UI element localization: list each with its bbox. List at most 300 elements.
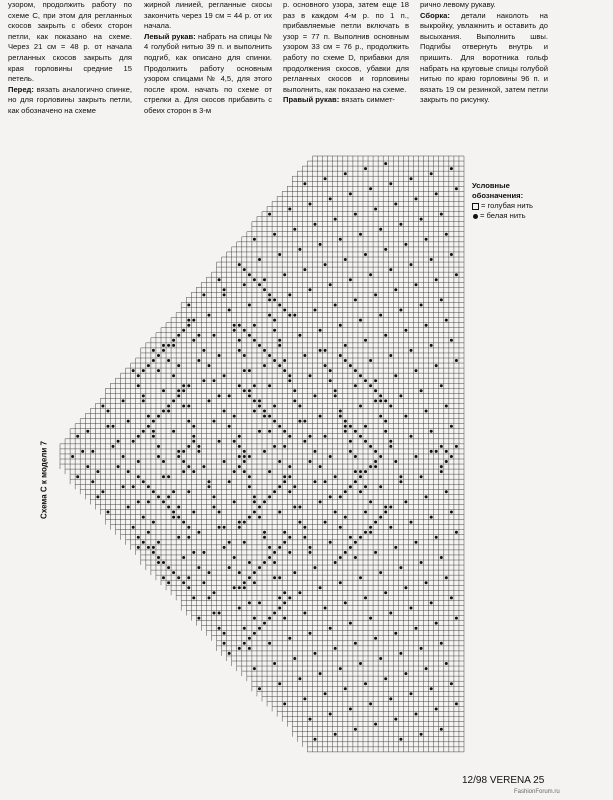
chart-dot xyxy=(430,450,433,453)
chart-dot xyxy=(359,405,362,408)
chart-dot xyxy=(399,223,402,226)
chart-dot xyxy=(364,440,367,443)
chart-dot xyxy=(293,657,296,660)
chart-dot xyxy=(445,450,448,453)
chart-dot xyxy=(167,581,170,584)
chart-dot xyxy=(364,485,367,488)
chart-dot xyxy=(374,551,377,554)
chart-dot xyxy=(399,394,402,397)
chart-dot xyxy=(379,455,382,458)
chart-dot xyxy=(339,238,342,241)
chart-dot xyxy=(420,647,423,650)
chart-dot xyxy=(283,359,286,362)
chart-dot xyxy=(172,374,175,377)
chart-dot xyxy=(167,566,170,569)
chart-dot xyxy=(293,389,296,392)
chart-dot xyxy=(278,425,281,428)
chart-dot xyxy=(344,687,347,690)
chart-dot xyxy=(157,495,160,498)
chart-dot xyxy=(147,415,150,418)
chart-dot xyxy=(339,581,342,584)
chart-dot xyxy=(410,177,413,180)
chart-dot xyxy=(354,556,357,559)
chart-dot xyxy=(404,415,407,418)
chart-dot xyxy=(122,455,125,458)
chart-dot xyxy=(162,460,165,463)
chart-dot xyxy=(213,612,216,615)
chart-dot xyxy=(364,167,367,170)
chart-dot xyxy=(394,203,397,206)
chart-dot xyxy=(344,172,347,175)
chart-dot xyxy=(440,642,443,645)
chart-dot xyxy=(228,394,231,397)
text-column-1 xyxy=(8,0,132,117)
chart-dot xyxy=(354,642,357,645)
chart-dot xyxy=(187,304,190,307)
chart-dot xyxy=(263,364,266,367)
chart-dot xyxy=(263,500,266,503)
chart-dot xyxy=(430,172,433,175)
chart-dot xyxy=(455,187,458,190)
chart-dot xyxy=(202,465,205,468)
chart-dot xyxy=(309,203,312,206)
chart-dot xyxy=(420,733,423,736)
chart-dot xyxy=(384,511,387,514)
chart-dot xyxy=(440,384,443,387)
chart-dot xyxy=(248,576,251,579)
chart-dot xyxy=(278,596,281,599)
chart-dot xyxy=(399,475,402,478)
chart-dot xyxy=(228,566,231,569)
chart-dot xyxy=(278,511,281,514)
chart-dot xyxy=(288,435,291,438)
chart-dot xyxy=(455,617,458,620)
chart-dot xyxy=(233,440,236,443)
chart-dot xyxy=(410,263,413,266)
chart-dot xyxy=(213,334,216,337)
chart-dot xyxy=(152,435,155,438)
chart-dot xyxy=(324,349,327,352)
chart-dot xyxy=(303,420,306,423)
chart-dot xyxy=(182,581,185,584)
chart-dot xyxy=(127,506,130,509)
chart-dot xyxy=(384,677,387,680)
chart-dot xyxy=(303,697,306,700)
chart-dot xyxy=(187,490,190,493)
chart-dot xyxy=(435,450,438,453)
chart-dot xyxy=(152,430,155,433)
chart-dot xyxy=(389,354,392,357)
chart-dot xyxy=(177,576,180,579)
chart-dot xyxy=(354,455,357,458)
chart-dot xyxy=(415,713,418,716)
chart-dot xyxy=(374,379,377,382)
chart-dot xyxy=(293,485,296,488)
chart-dot xyxy=(394,632,397,635)
chart-dot xyxy=(172,511,175,514)
chart-dot xyxy=(187,586,190,589)
chart-dot xyxy=(389,440,392,443)
legend-item-white xyxy=(472,211,533,221)
chart-dot xyxy=(233,500,236,503)
chart-dot xyxy=(278,576,281,579)
chart-dot xyxy=(71,455,74,458)
chart-dot xyxy=(268,213,271,216)
chart-dot xyxy=(374,450,377,453)
chart-dot xyxy=(268,546,271,549)
chart-dot xyxy=(213,379,216,382)
chart-dot xyxy=(268,384,271,387)
chart-dot xyxy=(273,662,276,665)
chart-dot xyxy=(192,435,195,438)
chart-dot xyxy=(303,440,306,443)
chart-dot xyxy=(319,500,322,503)
chart-dot xyxy=(218,511,221,514)
chart-dot xyxy=(288,314,291,317)
chart-dot xyxy=(369,187,372,190)
chart-dot xyxy=(359,536,362,539)
chart-dot xyxy=(384,420,387,423)
chart-dot xyxy=(152,490,155,493)
chart-dot xyxy=(440,445,443,448)
legend-title-2: обозначения: xyxy=(472,191,524,200)
chart-dot xyxy=(344,359,347,362)
chart-dot xyxy=(369,465,372,468)
chart-dot xyxy=(142,480,145,483)
chart-dot xyxy=(117,465,120,468)
chart-dot xyxy=(147,364,150,367)
chart-dot xyxy=(91,450,94,453)
chart-dot xyxy=(440,213,443,216)
column1-para1: узором, продолжить работу по схеме C, при этом для регланных скосов закрыть с обеих сторон петли, как показано на схеме. Через 21 см = 48 р. от начала регланных скосов закрыть для края горловины средние 15 петель. xyxy=(8,0,132,84)
chart-dot xyxy=(364,682,367,685)
chart-dot xyxy=(344,490,347,493)
chart-dot xyxy=(283,430,286,433)
chart-dot xyxy=(283,445,286,448)
chart-dot xyxy=(288,374,291,377)
chart-dot xyxy=(389,182,392,185)
chart-dot xyxy=(268,430,271,433)
chart-dot xyxy=(122,485,125,488)
chart-dot xyxy=(172,490,175,493)
chart-dot xyxy=(253,238,256,241)
chart-dot xyxy=(258,516,261,519)
chart-dot xyxy=(197,445,200,448)
chart-dot xyxy=(253,324,256,327)
chart-dot xyxy=(187,420,190,423)
chart-dot xyxy=(258,405,261,408)
chart-dot xyxy=(273,233,276,236)
column4-para1: рично левому рукаву. xyxy=(420,0,496,9)
chart-dot xyxy=(273,329,276,332)
chart-dot xyxy=(253,571,256,574)
chart-dot xyxy=(384,506,387,509)
chart-dot xyxy=(349,450,352,453)
chart-dot xyxy=(187,465,190,468)
column2-para1: жирной линией, регланные скосы закончить через 19 см = 44 р. от их начала. xyxy=(144,0,272,31)
chart-dot xyxy=(162,344,165,347)
chart-dot xyxy=(248,475,251,478)
chart-dot xyxy=(374,521,377,524)
chart-dot xyxy=(349,536,352,539)
chart-dot xyxy=(394,374,397,377)
chart-dot xyxy=(243,642,246,645)
chart-dot xyxy=(177,455,180,458)
chart-dot xyxy=(319,243,322,246)
chart-dot xyxy=(384,334,387,337)
chart-dot xyxy=(273,298,276,301)
chart-dot xyxy=(177,536,180,539)
chart-dot xyxy=(167,506,170,509)
chart-dot xyxy=(162,389,165,392)
chart-dot xyxy=(293,571,296,574)
chart-dot xyxy=(248,516,251,519)
chart-dot xyxy=(258,430,261,433)
filled-dot-icon xyxy=(473,214,478,219)
chart-dot xyxy=(359,490,362,493)
chart-dot xyxy=(344,344,347,347)
chart-dot xyxy=(273,420,276,423)
chart-dot xyxy=(263,415,266,418)
chart-dot xyxy=(298,506,301,509)
chart-dot xyxy=(288,475,291,478)
chart-dot xyxy=(263,622,266,625)
chart-dot xyxy=(157,561,160,564)
chart-dot xyxy=(147,485,150,488)
chart-dot xyxy=(182,389,185,392)
chart-dot xyxy=(213,495,216,498)
chart-dot xyxy=(430,601,433,604)
chart-dot xyxy=(324,692,327,695)
chart-dot xyxy=(319,349,322,352)
chart-dot xyxy=(243,369,246,372)
chart-dot xyxy=(253,581,256,584)
chart-dot xyxy=(162,576,165,579)
chart-dot xyxy=(399,566,402,569)
chart-dot xyxy=(96,495,99,498)
chart-dot xyxy=(238,445,241,448)
chart-dot xyxy=(344,425,347,428)
chart-dot xyxy=(369,531,372,534)
chart-dot xyxy=(182,460,185,463)
chart-dot xyxy=(268,470,271,473)
chart-dot xyxy=(384,591,387,594)
chart-dot xyxy=(112,425,115,428)
chart-dot xyxy=(208,314,211,317)
chart-dot xyxy=(389,697,392,700)
chart-dot xyxy=(192,596,195,599)
chart-dot xyxy=(263,450,266,453)
legend xyxy=(472,181,533,221)
chart-dot xyxy=(238,526,241,529)
chart-dot xyxy=(374,389,377,392)
chart-grid xyxy=(60,156,464,752)
chart-dot xyxy=(238,647,241,650)
chart-dot xyxy=(273,445,276,448)
chart-dot xyxy=(329,283,332,286)
chart-dot xyxy=(187,319,190,322)
chart-dot xyxy=(268,556,271,559)
chart-dot xyxy=(329,197,332,200)
chart-dot xyxy=(213,506,216,509)
chart-dot xyxy=(415,541,418,544)
chart-dot xyxy=(319,415,322,418)
chart-dot xyxy=(384,248,387,251)
chart-dot xyxy=(435,536,438,539)
chart-dot xyxy=(263,349,266,352)
chart-dot xyxy=(349,485,352,488)
chart-dot xyxy=(314,652,317,655)
chart-dot xyxy=(253,617,256,620)
chart-dot xyxy=(187,526,190,529)
chart-dot xyxy=(445,460,448,463)
chart-dot xyxy=(258,506,261,509)
chart-dot xyxy=(389,526,392,529)
chart-dot xyxy=(288,293,291,296)
chart-dot xyxy=(96,470,99,473)
legend-item-blue xyxy=(472,201,533,211)
chart-dot xyxy=(273,319,276,322)
chart-dot xyxy=(258,601,261,604)
chart-dot xyxy=(243,450,246,453)
chart-dot xyxy=(258,258,261,261)
chart-dot xyxy=(334,218,337,221)
chart-dot xyxy=(359,576,362,579)
chart-dot xyxy=(192,470,195,473)
column1-para2 xyxy=(8,85,132,117)
chart-dot xyxy=(243,470,246,473)
chart-dot xyxy=(364,511,367,514)
chart-dot xyxy=(202,293,205,296)
chart-dot xyxy=(288,490,291,493)
chart-dot xyxy=(197,566,200,569)
chart-dot xyxy=(223,546,226,549)
chart-dot xyxy=(273,612,276,615)
chart-dot xyxy=(450,425,453,428)
chart-dot xyxy=(283,541,286,544)
chart-dot xyxy=(202,379,205,382)
chart-dot xyxy=(303,268,306,271)
chart-dot xyxy=(182,450,185,453)
chart-dot xyxy=(238,607,241,610)
chart-dot xyxy=(112,445,115,448)
chart-dot xyxy=(172,399,175,402)
chart-dot xyxy=(293,506,296,509)
watermark: FashionForum.ru xyxy=(514,789,560,795)
chart-dot xyxy=(394,288,397,291)
chart-dot xyxy=(268,298,271,301)
chart-dot xyxy=(197,334,200,337)
chart-dot xyxy=(283,369,286,372)
chart-dot xyxy=(374,723,377,726)
chart-dot xyxy=(339,526,342,529)
chart-dot xyxy=(404,586,407,589)
chart-dot xyxy=(450,682,453,685)
chart-dot xyxy=(223,460,226,463)
chart-dot xyxy=(248,637,251,640)
chart-dot xyxy=(101,405,104,408)
chart-dot xyxy=(147,531,150,534)
chart-dot xyxy=(202,551,205,554)
chart-dot xyxy=(243,455,246,458)
chart-dot xyxy=(258,344,261,347)
chart-dot xyxy=(420,475,423,478)
chart-dot xyxy=(243,586,246,589)
chart-dot xyxy=(253,632,256,635)
chart-dot xyxy=(182,521,185,524)
chart-dot xyxy=(147,425,150,428)
chart-dot xyxy=(253,399,256,402)
chart-dot xyxy=(238,571,241,574)
chart-dot xyxy=(334,647,337,650)
chart-dot xyxy=(253,495,256,498)
chart-dot xyxy=(288,465,291,468)
chart-dot xyxy=(283,480,286,483)
chart-dot xyxy=(152,349,155,352)
chart-dot xyxy=(364,531,367,534)
chart-dot xyxy=(309,460,312,463)
chart-dot xyxy=(410,607,413,610)
chart-dot xyxy=(192,425,195,428)
chart-dot xyxy=(172,344,175,347)
chart-dot xyxy=(379,571,382,574)
chart-dot xyxy=(268,642,271,645)
chart-dot xyxy=(334,733,337,736)
chart-dot xyxy=(157,541,160,544)
chart-dot xyxy=(142,394,145,397)
chart-dot xyxy=(334,304,337,307)
chart-dot xyxy=(157,415,160,418)
chart-dot xyxy=(364,253,367,256)
chart-dot xyxy=(415,283,418,286)
chart-dot xyxy=(293,314,296,317)
chart-dot xyxy=(420,218,423,221)
chart-dot xyxy=(243,627,246,630)
chart-dot xyxy=(369,359,372,362)
chart-dot xyxy=(324,364,327,367)
chart-dot xyxy=(273,405,276,408)
chart-dot xyxy=(172,339,175,342)
chart-dot xyxy=(455,359,458,362)
chart-dot xyxy=(197,617,200,620)
legend-blue-text: = голубая нить xyxy=(481,201,534,210)
chart-dot xyxy=(440,470,443,473)
chart-dot xyxy=(410,521,413,524)
chart-dot xyxy=(147,500,150,503)
chart-dot xyxy=(278,344,281,347)
chart-dot xyxy=(309,546,312,549)
chart-dot xyxy=(324,521,327,524)
chart-grid-lines xyxy=(60,156,464,752)
chart-dot xyxy=(430,344,433,347)
chart-dot xyxy=(278,364,281,367)
chart-dot xyxy=(283,273,286,276)
chart-dot xyxy=(248,561,251,564)
knitting-chart xyxy=(58,154,468,754)
text-column-2 xyxy=(144,0,272,117)
chart-dot xyxy=(132,485,135,488)
chart-dot xyxy=(228,425,231,428)
chart-dot xyxy=(369,526,372,529)
chart-dot xyxy=(455,273,458,276)
chart-dot xyxy=(167,410,170,413)
chart-dot xyxy=(187,536,190,539)
chart-dot xyxy=(354,213,357,216)
chart-dot xyxy=(218,526,221,529)
chart-dot xyxy=(349,440,352,443)
chart-dot xyxy=(354,480,357,483)
chart-dot xyxy=(268,617,271,620)
